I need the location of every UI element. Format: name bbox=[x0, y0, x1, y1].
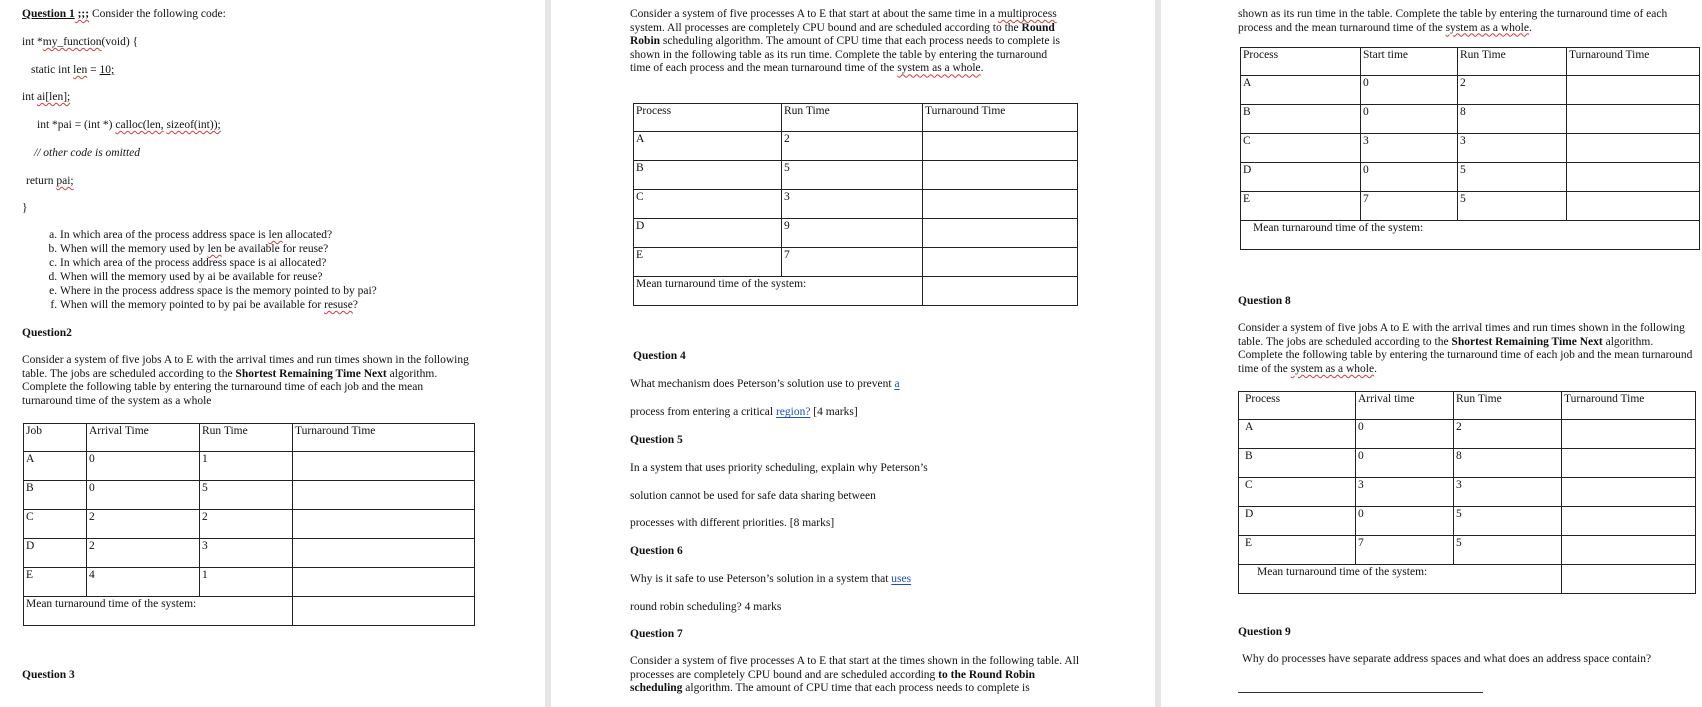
q4-line-1: What mechanism does Peterson’s solution use to prevent a bbox=[630, 378, 900, 390]
q1-sub-d: d. When will the memory used by ai be available for reuse? bbox=[60, 270, 540, 284]
q8-table-header: Process Arrival time Run Time Turnaround Time bbox=[1239, 392, 1696, 420]
q9-text: Why do processes have separate address spaces and what does an address space contain? bbox=[1242, 653, 1652, 665]
table-row: C 3 3 bbox=[1239, 478, 1696, 507]
q1-label: Question 1 bbox=[22, 8, 75, 20]
table-row: B 0 8 bbox=[1241, 105, 1700, 134]
code-line-7: } bbox=[22, 202, 28, 214]
table-row: A 0 1 bbox=[24, 452, 475, 481]
answer-cell[interactable] bbox=[1567, 76, 1700, 105]
table-row: C 2 2 bbox=[24, 510, 475, 539]
table-row: A 2 bbox=[634, 132, 1078, 161]
answer-cell[interactable] bbox=[293, 510, 475, 539]
q7-table-header: Process Start time Run Time Turnaround Time bbox=[1241, 48, 1700, 76]
code-line-2: static int len = 10; bbox=[31, 64, 115, 76]
q1-sub-a: a. In which area of the process address space is len allocated? bbox=[60, 228, 540, 242]
table-row: A 0 2 bbox=[1241, 76, 1700, 105]
answer-cell[interactable] bbox=[1562, 536, 1696, 565]
q1-sub-b: b. When will the memory used by len be available for reuse? bbox=[60, 242, 540, 256]
answer-cell[interactable] bbox=[293, 539, 475, 568]
table-row: D 2 3 bbox=[24, 539, 475, 568]
answer-cell[interactable] bbox=[1567, 134, 1700, 163]
answer-cell[interactable] bbox=[923, 132, 1078, 161]
table-row: E 7 5 bbox=[1241, 192, 1700, 221]
question-4-heading: Question 4 bbox=[633, 350, 686, 362]
mean-row: Mean turnaround time of the system: bbox=[24, 597, 475, 626]
answer-cell[interactable] bbox=[923, 161, 1078, 190]
answer-cell[interactable] bbox=[1567, 163, 1700, 192]
table-row: C 3 bbox=[634, 190, 1078, 219]
table-row: C 3 3 bbox=[1241, 134, 1700, 163]
q7-table bbox=[1240, 47, 1700, 250]
q2-table-header: Job Arrival Time Run Time Turnaround Time bbox=[24, 424, 475, 452]
q4-line-2: process from entering a critical region? [4 marks] bbox=[630, 406, 858, 418]
table-row: B 0 8 bbox=[1239, 449, 1696, 478]
table-row: D 9 bbox=[634, 219, 1078, 248]
q6-line-1: Why is it safe to use Peterson’s solution in a system that uses bbox=[630, 573, 912, 585]
page-1 bbox=[0, 0, 545, 707]
answer-cell[interactable] bbox=[1567, 192, 1700, 221]
table-row: D 0 5 bbox=[1239, 507, 1696, 536]
table-row: E 4 1 bbox=[24, 568, 475, 597]
question-8-heading: Question 8 bbox=[1238, 295, 1291, 307]
q1-sub-f: f. When will the memory pointed to by pai be available for resuse? bbox=[60, 298, 540, 312]
question-2-heading: Question2 bbox=[22, 327, 72, 339]
table-row: B 0 5 bbox=[24, 481, 475, 510]
q2-paragraph: Consider a system of five jobs A to E with the arrival times and run times shown in the following table. The jobs are scheduled according to the Shortest Remaining Time Next algorithm. Complete the following table by entering the turnaround time of each job and the mean turnaround time of the system as a whole bbox=[22, 354, 469, 407]
code-line-1: int *my_function(void) { bbox=[22, 36, 139, 48]
table-row: E 7 5 bbox=[1239, 536, 1696, 565]
question-7-heading: Question 7 bbox=[630, 628, 683, 640]
table-row: B 5 bbox=[634, 161, 1078, 190]
q3-paragraph: Consider a system of five processes A to E that start at about the same time in a multiprocess system. All processes are completely CPU bound and are scheduled according to the Round Robin scheduling algorithm. The amount of CPU time that each process needs to complete is shown in the following table as its run time. Complete the table by entering the turnaround time of each process and the mean turnaround time of the system as a whole. bbox=[630, 8, 1061, 75]
answer-cell[interactable] bbox=[1562, 420, 1696, 449]
question-5-heading: Question 5 bbox=[630, 434, 683, 446]
page-2 bbox=[551, 0, 1155, 707]
q1-text: Consider the following code: bbox=[89, 8, 226, 20]
q1-sub-e: e. Where in the process address space is the memory pointed to by pai? bbox=[60, 284, 540, 298]
answer-line[interactable] bbox=[1238, 692, 1483, 693]
q1-subquestions bbox=[26, 228, 540, 312]
answer-cell[interactable] bbox=[293, 452, 475, 481]
q1-punct: ;;; bbox=[74, 8, 90, 20]
answer-cell[interactable] bbox=[1567, 105, 1700, 134]
q5-line-1: In a system that uses priority scheduling, explain why Peterson’s bbox=[630, 462, 928, 474]
table-row: E 7 bbox=[634, 248, 1078, 277]
answer-cell[interactable] bbox=[923, 190, 1078, 219]
q2-table bbox=[23, 423, 475, 626]
code-line-5: // other code is omitted bbox=[34, 147, 141, 159]
q7-continued-paragraph: shown as its run time in the table. Complete the table by entering the turnaround time of each process and the mean turnaround time of the system as a whole. bbox=[1238, 8, 1668, 34]
answer-cell[interactable] bbox=[923, 219, 1078, 248]
code-line-4: int *pai = (int *) calloc(len, sizeof(int)); bbox=[37, 119, 221, 131]
mean-row: Mean turnaround time of the system: bbox=[1239, 565, 1696, 594]
table-row: A 0 2 bbox=[1239, 420, 1696, 449]
mean-answer-cell[interactable] bbox=[923, 277, 1078, 306]
mean-answer-cell[interactable] bbox=[293, 597, 475, 626]
q8-paragraph: Consider a system of five jobs A to E with the arrival times and run times shown in the following table. The jobs are scheduled according to the Shortest Remaining Time Next algorithm. Complete the following table by entering the turnaround time of each job and the mean turnaround time of the system as a whole. bbox=[1238, 322, 1693, 375]
q7-paragraph: Consider a system of five processes A to E that start at the times shown in the following table. All processes are completely CPU bound and are scheduled according to the Round Robin scheduling algorithm. The amount of CPU time that each process needs to complete is bbox=[630, 655, 1080, 695]
q5-line-2: solution cannot be used for safe data sharing between bbox=[630, 490, 876, 502]
answer-cell[interactable] bbox=[923, 248, 1078, 277]
mean-answer-cell[interactable] bbox=[1562, 565, 1696, 594]
mean-row: Mean turnaround time of the system: bbox=[634, 277, 1078, 306]
q8-table bbox=[1238, 391, 1696, 594]
mean-row: Mean turnaround time of the system: bbox=[1241, 221, 1700, 250]
answer-cell[interactable] bbox=[293, 568, 475, 597]
answer-cell[interactable] bbox=[1562, 478, 1696, 507]
table-row: D 0 5 bbox=[1241, 163, 1700, 192]
question-3-heading: Question 3 bbox=[22, 669, 75, 681]
q1-sub-c: c. In which area of the process address space is ai allocated? bbox=[60, 256, 540, 270]
code-line-3: int ai[len]; bbox=[22, 91, 71, 103]
q6-line-2: round robin scheduling? 4 marks bbox=[630, 601, 782, 613]
page-3 bbox=[1161, 0, 1702, 707]
answer-cell[interactable] bbox=[1562, 449, 1696, 478]
code-line-6: return pai; bbox=[26, 175, 74, 187]
question-9-heading: Question 9 bbox=[1238, 626, 1291, 638]
q5-line-3: processes with different priorities. [8 marks] bbox=[630, 517, 835, 529]
q3-table-header: Process Run Time Turnaround Time bbox=[634, 104, 1078, 132]
answer-cell[interactable] bbox=[293, 481, 475, 510]
question-6-heading: Question 6 bbox=[630, 545, 683, 557]
question-1-heading bbox=[22, 7, 226, 21]
answer-cell[interactable] bbox=[1562, 507, 1696, 536]
q3-table bbox=[633, 103, 1078, 306]
